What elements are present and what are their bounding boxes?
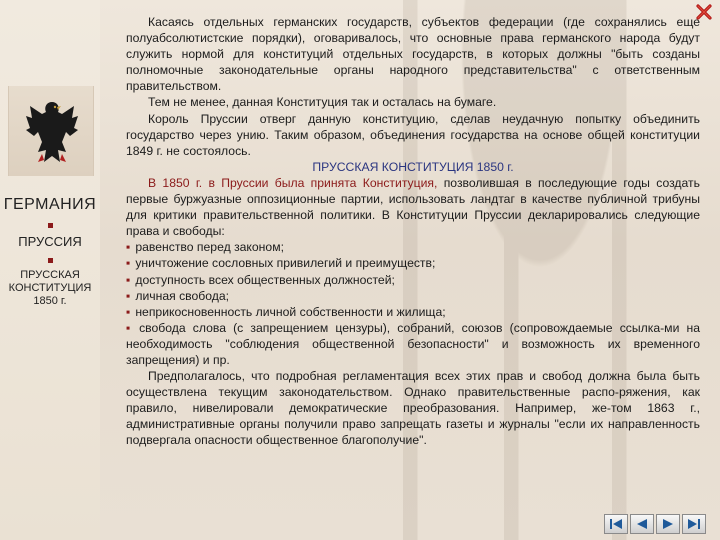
list-marker: ▪ (126, 272, 131, 287)
section-heading: ПРУССКАЯ КОНСТИТУЦИЯ 1850 г. (312, 159, 514, 174)
paragraph (126, 175, 700, 239)
next-page-button[interactable] (656, 514, 680, 534)
nav-item-prussia[interactable]: ПРУССИЯ (18, 234, 82, 249)
list-item-text: доступность всех общественных должностей; (135, 272, 395, 287)
list-item (126, 320, 700, 368)
list-item-text: личная свобода; (135, 288, 230, 303)
highlight-text: В 1850 г. в Пруссии была принята Конституция, (148, 175, 438, 190)
paragraph: Тем не менее, данная Конституция так и осталась на бумаге. (148, 95, 497, 110)
list-item (126, 272, 700, 288)
nav-sub-line: 1850 г. (33, 295, 67, 307)
nav-bullet (48, 258, 53, 263)
page-navigation (604, 514, 708, 534)
nav-sub-line: КОНСТИТУЦИЯ (8, 282, 92, 294)
next-page-icon (661, 518, 675, 530)
paragraph-text: позволившая в последующие годы создать первые буржуазные оппозиционные партии, использовать ландтаг в качестве публичной трибуны для критики правительственной политики. В Конституции Пруссии декларировались следующие права и свободы: (126, 175, 700, 239)
list-item (126, 255, 700, 271)
eagle-coat-of-arms-icon (24, 92, 80, 170)
nav-bullet (48, 223, 53, 228)
rights-list (126, 239, 700, 368)
nav-sub-line: ПРУССКАЯ (20, 269, 80, 281)
nav-title-germany[interactable]: ГЕРМАНИЯ (3, 196, 97, 213)
first-page-button[interactable] (604, 514, 628, 534)
prev-page-icon (635, 518, 649, 530)
list-marker: ▪ (126, 240, 131, 255)
article-body (126, 14, 700, 449)
list-item (126, 304, 700, 320)
last-page-icon (687, 518, 701, 530)
sidebar (0, 0, 100, 540)
last-page-button[interactable] (682, 514, 706, 534)
list-marker: ▪ (126, 304, 131, 319)
list-marker: ▪ (126, 256, 131, 271)
paragraph: Касаясь отдельных германских государств, субъектов федерации (где сохранялись еще полуабсолютистские порядки), оговаривалось, что основные права германского народа будут служить нормой для конституций отдельных государств, в которых должны "быть созданы полномочные законодательные органы народного представительства" с ответственным правительством. (126, 15, 700, 94)
list-marker: ▪ (126, 288, 131, 303)
list-item-text: равенство перед законом; (135, 240, 284, 255)
list-item (126, 239, 700, 255)
list-item-text: неприкосновенность личной собственности и жилища; (135, 304, 446, 319)
list-item-text: свобода слова (с запрещением цензуры), собраний, союзов (сопровождаемые ссылка-ми на необходимость "соблюдения общественной безопасности" и возможность их временного запрещения) и пр. (126, 320, 700, 367)
list-item (126, 288, 700, 304)
nav-item-prussian-constitution[interactable] (0, 269, 100, 308)
list-item-text: уничтожение сословных привилегий и преимуществ; (135, 256, 436, 271)
list-marker: ▪ (126, 320, 135, 335)
first-page-icon (609, 518, 623, 530)
prev-page-button[interactable] (630, 514, 654, 534)
paragraph: Предполагалось, что подробная регламентация всех этих прав и свобод должна была быть осуществлена текущим законодательством. Однако правительственные распо-ряжения, как правило, нивелировали демократические преобразования. Например, же-том 1863 г., административные органы получили право запрещать газеты и журналы "если их направленность подвергала опасности общественное благополучие". (126, 369, 700, 448)
sidebar-nav (0, 196, 100, 308)
paragraph: Король Пруссии отверг данную конституцию, сделав неудачную попытку объединить государство через унию. Таким образом, объединения государства на основе общей конституции 1849 г. не состоялось. (126, 111, 700, 158)
